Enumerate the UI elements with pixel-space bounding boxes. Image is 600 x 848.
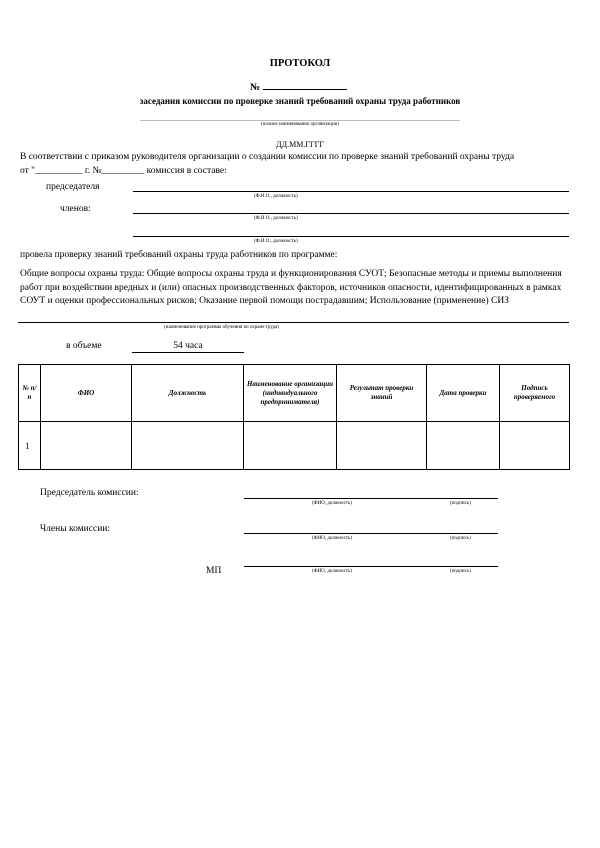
stamp-label: МП	[206, 566, 222, 576]
member-signature-line-1[interactable]	[244, 533, 498, 534]
member-line-1[interactable]	[133, 213, 569, 214]
table-cell-organization[interactable]	[244, 422, 337, 470]
col-header-fio: ФИО	[41, 365, 132, 422]
member-fio-sub-2: (ФИО, должность)	[312, 569, 352, 574]
chair-signature-label: Председатель комиссии:	[40, 488, 139, 498]
document-date: ДД.ММ.ГГГГ	[276, 140, 324, 149]
table-cell-result[interactable]	[337, 422, 427, 470]
members-signature-label: Члены комиссии:	[40, 524, 111, 534]
program-text: Общие вопросы охраны труда: Общие вопросы охраны труда и функционирования СУОТ; Безопасные методы и приемы выполнения работ при воздействии вредных и (или) опасных производственных факторов, источников опасности, идентифицированных в рамках СОУТ и оценки профессиональных рисков; Оказание первой помощи пострадавшим; Использование (применение) СИЗ	[20, 269, 562, 306]
chair-line[interactable]	[133, 191, 569, 192]
volume-label: в объеме	[66, 341, 102, 351]
col-header-organization: Наименование организации (индивидуального предпринимателя)	[244, 365, 337, 422]
member-fio-hint-1: (Ф.И.О., должность)	[254, 216, 298, 221]
col-header-number: № п/п	[19, 365, 41, 422]
table-cell-number: 1	[19, 422, 41, 470]
number-sign: №	[250, 82, 261, 93]
member-line-2[interactable]	[133, 236, 569, 237]
document-title: ПРОТОКОЛ	[269, 58, 331, 69]
program-hint: (наименование программы обучения по охране труда)	[164, 325, 279, 330]
order-text: В соответствии с приказом руководителя организации о создании комиссии по проверке знаний требований охраны труда	[20, 152, 515, 162]
members-label: членов:	[60, 204, 91, 214]
col-header-date: Дата проверки	[427, 365, 500, 422]
org-name-hint: (полное наименование организации)	[261, 122, 339, 127]
order-from-line: от "__________ г. №_________ комиссия в составе:	[20, 166, 227, 176]
checked-text: провела проверку знаний требований охраны труда работников по программе:	[20, 250, 338, 260]
member-signature-line-2[interactable]	[244, 566, 498, 567]
org-name-line[interactable]	[140, 120, 460, 121]
member-fio-hint-2: (Ф.И.О., должность)	[254, 239, 298, 244]
table-cell-signature[interactable]	[500, 422, 570, 470]
chair-label: председателя	[46, 182, 100, 192]
member-sign-sub-1: (подпись)	[450, 536, 471, 541]
table-row	[19, 422, 570, 470]
volume-line[interactable]	[132, 352, 244, 353]
col-header-signature: Подпись проверяемого	[500, 365, 570, 422]
number-blank[interactable]	[263, 80, 347, 90]
chair-fio-sub: (ФИО, должность)	[312, 501, 352, 506]
table-cell-fio[interactable]	[41, 422, 132, 470]
chair-sign-sub: (подпись)	[450, 501, 471, 506]
table-header-row	[19, 365, 570, 422]
col-header-result: Результат проверки знаний	[337, 365, 427, 422]
protocol-number	[250, 80, 347, 93]
results-table	[18, 364, 570, 470]
document-subtitle: заседания комиссии по проверке знаний требований охраны труда работников	[139, 96, 461, 106]
member-sign-sub-2: (подпись)	[450, 569, 471, 574]
table-cell-position[interactable]	[132, 422, 244, 470]
chair-fio-hint: (Ф.И.О., должность)	[254, 194, 298, 199]
member-fio-sub-1: (ФИО, должность)	[312, 536, 352, 541]
chair-signature-line[interactable]	[244, 498, 498, 499]
table-cell-date[interactable]	[427, 422, 500, 470]
col-header-position: Должность	[132, 365, 244, 422]
program-line[interactable]	[18, 322, 569, 323]
volume-value: 54 часа	[173, 341, 203, 351]
